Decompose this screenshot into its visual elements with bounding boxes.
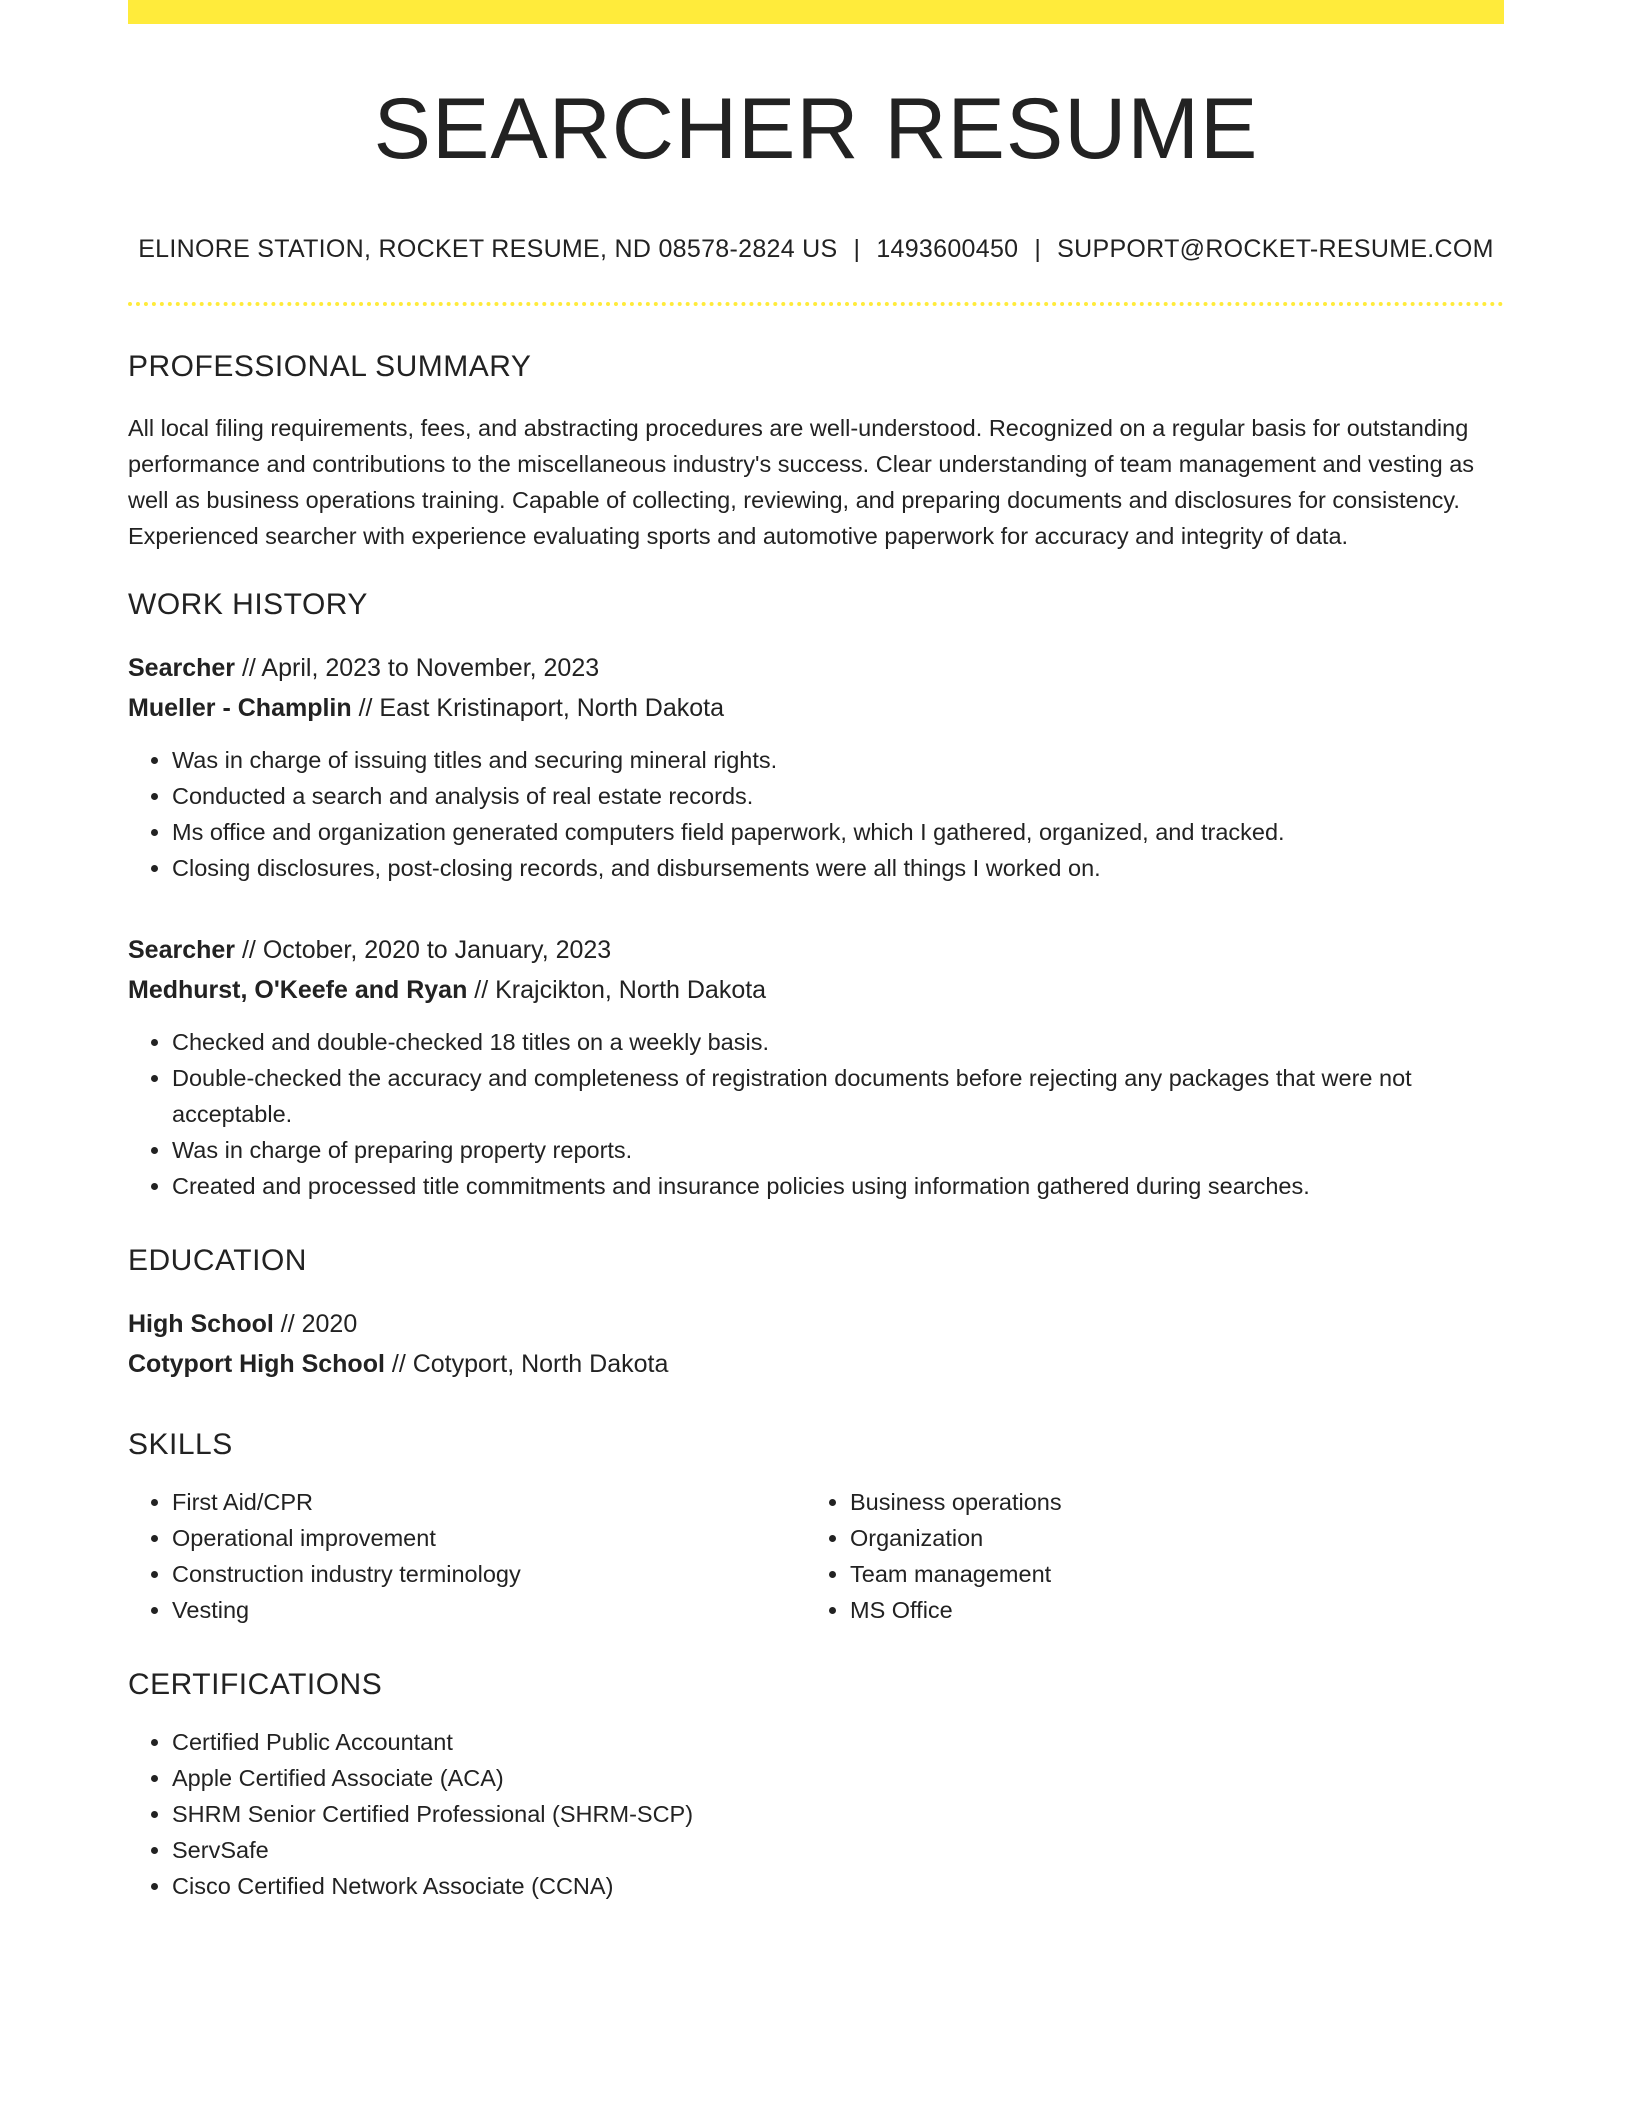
section-title-certifications: CERTIFICATIONS: [128, 1667, 383, 1701]
job-dates: // April, 2023 to November, 2023: [235, 653, 600, 682]
list-item: • Certified Public Accountant: [172, 1724, 1504, 1760]
list-item: • Checked and double-checked 18 titles on a weekly basis.: [172, 1024, 1504, 1060]
list-item: • Cisco Certified Network Associate (CCNA): [172, 1868, 1504, 1904]
contact-line: [128, 235, 1504, 264]
list-item: • Team management: [850, 1556, 1470, 1592]
job-location: // East Kristinaport, North Dakota: [351, 693, 725, 722]
job-role-line: [128, 930, 1504, 970]
list-item: • Apple Certified Associate (ACA): [172, 1760, 1504, 1796]
job-dates: // October, 2020 to January, 2023: [235, 935, 612, 964]
list-item: • Ms office and organization generated computers field paperwork, which I gathered, organized, and tracked.: [172, 814, 1504, 850]
job-role-line: [128, 648, 1504, 688]
education-degree-line: [128, 1304, 1504, 1344]
list-item: • Double-checked the accuracy and completeness of registration documents before rejecting any packages that were not acceptable.: [172, 1060, 1504, 1132]
list-item: • Closing disclosures, post-closing records, and disbursements were all things I worked on.: [172, 850, 1504, 886]
address: ELINORE STATION, ROCKET RESUME, ND 08578-2824 US: [138, 234, 838, 263]
list-item: • Was in charge of issuing titles and securing mineral rights.: [172, 742, 1504, 778]
list-item: • Created and processed title commitments and insurance policies using information gathered during searches.: [172, 1168, 1504, 1204]
resume-page: [128, 0, 1504, 1904]
separator: |: [853, 234, 861, 263]
education-year: // 2020: [273, 1309, 358, 1338]
email: SUPPORT@ROCKET-RESUME.COM: [1057, 234, 1494, 263]
list-item: • Organization: [850, 1520, 1470, 1556]
certifications-list: [128, 1724, 1504, 1904]
education-school: Cotyport High School: [128, 1349, 385, 1378]
list-item: • Conducted a search and analysis of real estate records.: [172, 778, 1504, 814]
summary-text: All local filing requirements, fees, and abstracting procedures are well-understood. Recognized on a regular basis for outstanding performance and contributions to the miscellaneous industry's success. Clear understanding of team management and vesting as well as business operations training. Capable of collecting, reviewing, and preparing documents and disclosures for consistency. Experienced searcher with experience evaluating sports and automotive paperwork for accuracy and integrity of data.: [128, 414, 1475, 549]
job-company-line: [128, 970, 1504, 1010]
skills-column-left: [128, 1484, 806, 1628]
section-title-skills: SKILLS: [128, 1427, 233, 1461]
skills-column-right: [806, 1484, 1470, 1628]
job-entry: [128, 930, 1504, 1204]
education-school-line: [128, 1344, 1504, 1384]
list-item: • MS Office: [850, 1592, 1470, 1628]
section-title-work-history: WORK HISTORY: [128, 587, 368, 621]
list-item: • ServSafe: [172, 1832, 1504, 1868]
job-entry: [128, 648, 1504, 886]
list-item: • Construction industry terminology: [172, 1556, 806, 1592]
list-item: • Was in charge of preparing property reports.: [172, 1132, 1504, 1168]
list-item: • SHRM Senior Certified Professional (SHRM-SCP): [172, 1796, 1504, 1832]
job-company: Mueller - Champlin: [128, 693, 352, 722]
education-degree: High School: [128, 1309, 274, 1338]
resume-title: SEARCHER RESUME: [373, 81, 1259, 177]
education-entry: [128, 1304, 1504, 1384]
section-title-education: EDUCATION: [128, 1243, 307, 1277]
accent-bar: [128, 0, 1504, 24]
job-role: Searcher: [128, 935, 236, 964]
section-title-summary: PROFESSIONAL SUMMARY: [128, 349, 532, 383]
job-role: Searcher: [128, 653, 236, 682]
dotted-divider: [128, 302, 1504, 306]
separator: |: [1034, 234, 1042, 263]
skills-list: [128, 1484, 1504, 1628]
list-item: • Business operations: [850, 1484, 1470, 1520]
list-item: • Vesting: [172, 1592, 806, 1628]
job-company: Medhurst, O'Keefe and Ryan: [128, 975, 468, 1004]
list-item: • First Aid/CPR: [172, 1484, 806, 1520]
list-item: • Operational improvement: [172, 1520, 806, 1556]
job-location: // Krajcikton, North Dakota: [467, 975, 767, 1004]
job-bullets: [128, 742, 1504, 886]
job-bullets: [128, 1024, 1504, 1204]
education-location: // Cotyport, North Dakota: [384, 1349, 669, 1378]
phone: 1493600450: [876, 234, 1019, 263]
job-company-line: [128, 688, 1504, 728]
